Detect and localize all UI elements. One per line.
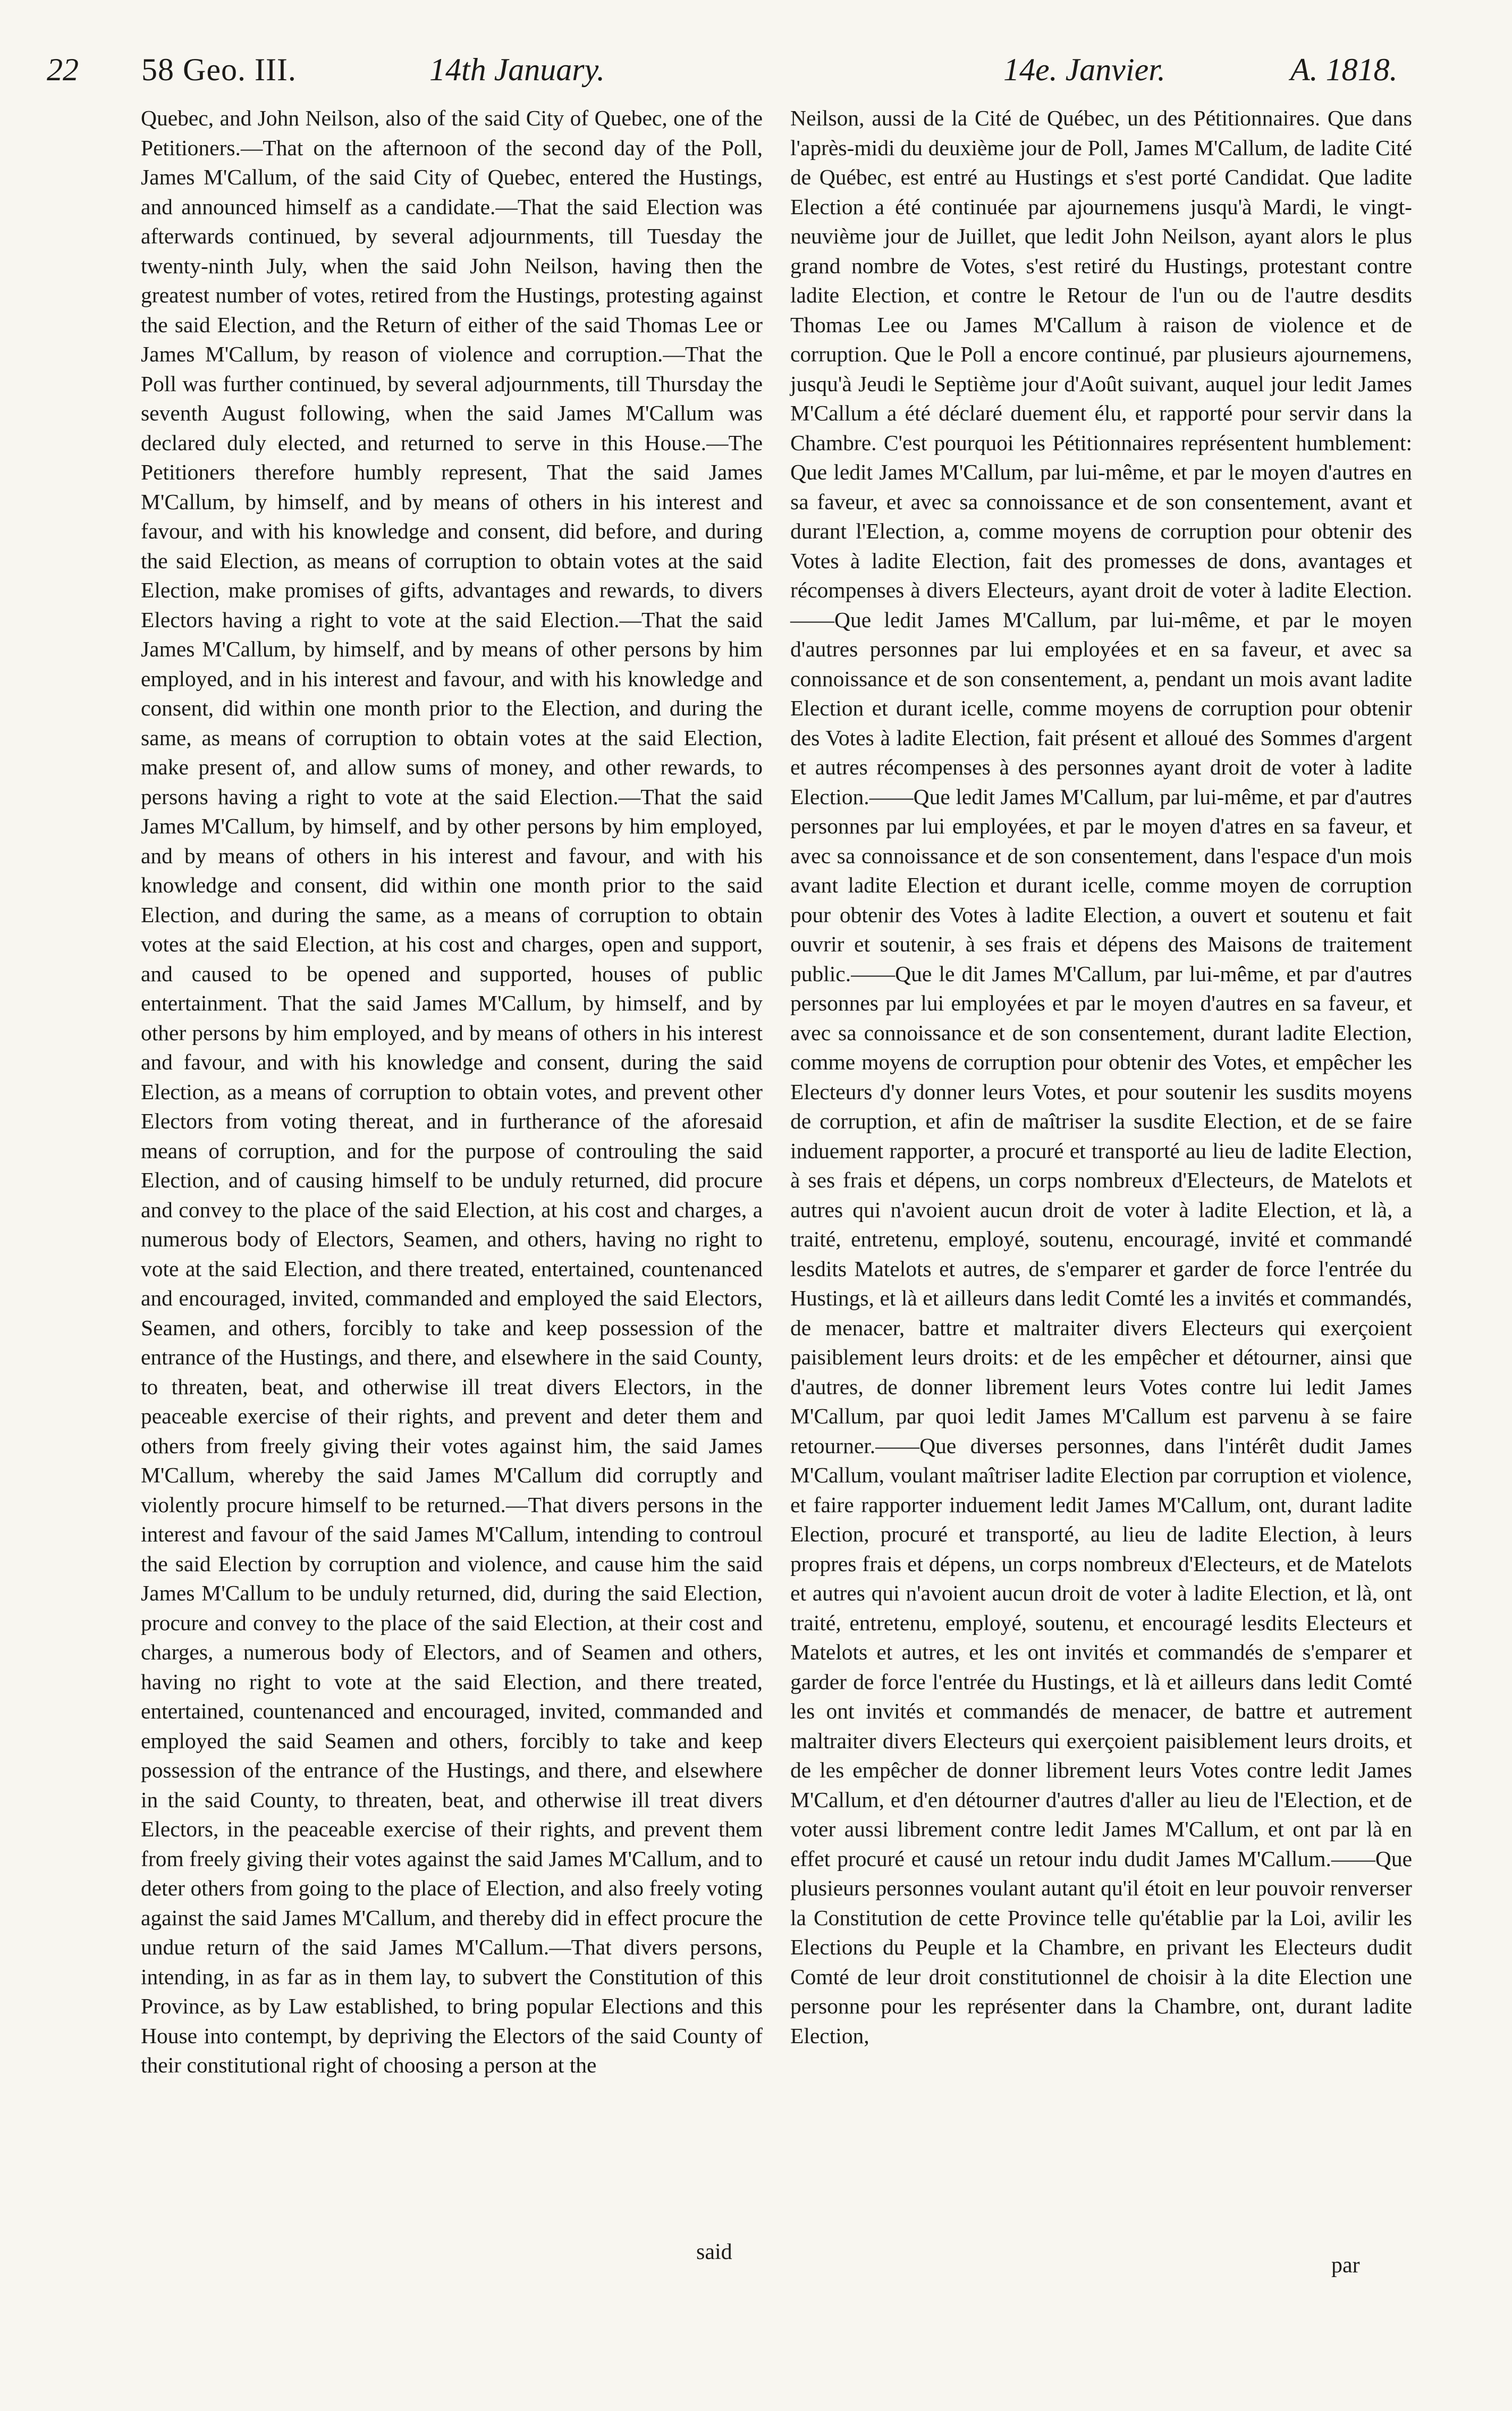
- english-paragraph: Quebec, and John Neilson, also of the said City of Quebec, one of the Petitioners.—That on the afternoon of the second day of the Poll, James M'Callum, of the said City of Quebec, entered the Hustings, and announced himself as a candidate.—That the said Election was afterwards continued, by several adjournments, till Tuesday the twenty-ninth July, when the said John Neilson, having then the greatest number of votes, retired from the Hustings, protesting against the said Election, and the Return of either of the said Thomas Lee or James M'Callum, by reason of violence and corruption.—That the Poll was further continued, by several adjournments, till Thursday the seventh August following, when the said James M'Callum was declared duly elected, and returned to serve in this House.—The Petitioners therefore humbly represent, That the said James M'Callum, by himself, and by means of others in his interest and favour, and with his knowledge and consent, did before, and during the said Election, as means of corruption to obtain votes at the said Election, make promises of gifts, advantages and rewards, to divers Electors having a right to vote at the said Election.—That the said James M'Callum, by himself, and by means of other persons by him employed, and in his interest and favour, and with his knowledge and consent, did within one month prior to the Election, and during the same, as means of corruption to obtain votes at the said Election, make present of, and allow sums of money, and other rewards, to persons having a right to vote at the said Election.—That the said James M'Callum, by himself, and by other persons by him employed, and by means of others in his interest and favour, and with his knowledge and consent, did within one month prior to the said Election, and during the same, as a means of corruption to obtain votes at the said Election, at his cost and charges, open and support, and caused to be opened and supported, houses of public entertainment. That the said James M'Callum, by himself, and by other persons by him employed, and by means of others in his interest and favour, and with his knowledge and consent, during the said Election, as a means of corruption to obtain votes, and prevent other Electors from voting thereat, and in furtherance of the aforesaid means of corruption, and for the purpose of controuling the said Election, and of causing himself to be unduly returned, did procure and convey to the place of the said Election, at his cost and charges, a numerous body of Electors, Seamen, and others, having no right to vote at the said Election, and there treated, entertained, countenanced and encouraged, invited, commanded and employed the said Electors, Seamen, and others, forcibly to take and keep possession of the entrance of the Hustings, and there, and elsewhere in the said County, to threaten, beat, and otherwise ill treat divers Electors, in the peaceable exercise of their rights, and prevent and deter them and others from freely giving their votes against him, the said James M'Callum, whereby the said James M'Callum did corruptly and violently procure himself to be returned.—That divers persons in the interest and favour of the said James M'Callum, intending to controul the said Election by corruption and violence, and cause him the said James M'Callum to be unduly returned, did, during the said Election, procure and convey to the place of the said Election, at their cost and charges, a numerous body of Electors, and of Seamen and others, having no right to vote at the said Election, and there treated, entertained, countenanced and encouraged, invited, commanded and employed the said Seamen and others, forcibly to take and keep possession of the entrance of the Hustings, and there, and elsewhere in the said County, to threaten, beat, and otherwise ill treat divers Electors, in the peaceable exercise of their rights, and prevent them from freely giving their votes against the said James M'Callum, and to deter others from going to the place of Election, and also freely voting against the said James M'Callum, and thereby did in effect procure the undue return of the said James M'Callum.—That divers persons, intending, in as far as in them lay, to subvert the Constitution of this Province, as by Law established, to bring popular Elections and this House into contempt, by depriving the Electors of the said County of their constitutional right of choosing a person at the: [141, 106, 763, 2077]
- english-catchword: said: [696, 2240, 732, 2264]
- page-number: 22: [47, 52, 79, 87]
- french-catchword: par: [1331, 2253, 1360, 2278]
- running-head: [47, 40, 1466, 99]
- regnal-year: 58 Geo. III.: [141, 52, 297, 87]
- french-date: 14e. Janvier.: [1003, 52, 1165, 87]
- english-column: [141, 104, 763, 2080]
- english-date: 14th January.: [429, 52, 605, 87]
- french-column: [790, 104, 1412, 2051]
- french-paragraph: Neilson, aussi de la Cité de Québec, un des Pétitionnaires. Que dans l'après-midi du deuxième jour de Poll, James M'Callum, de ladite Cité de Québec, est entré au Hustings et s'est porté Candidat. Que ladite Election a été continuée par ajournemens jusqu'à Mardi, le vingt-neuvième jour de Juillet, que ledit John Neilson, ayant alors le plus grand nombre de Votes, s'est retiré du Hustings, protestant contre ladite Election, et contre le Retour de l'un ou de l'autre desdits Thomas Lee ou James M'Callum à raison de violence et de corruption. Que le Poll a encore continué, par plusieurs ajournemens, jusqu'à Jeudi le Septième jour d'Août suivant, auquel jour ledit James M'Callum a été déclaré duement élu, et rapporté pour servir dans la Chambre. C'est pourquoi les Pétitionnaires représentent humblement: Que ledit James M'Callum, par lui-même, et par le moyen d'autres en sa faveur, et avec sa connoissance et de son consentement, avant et durant l'Election, a, comme moyens de corruption pour obtenir des Votes à ladite Election, fait des promesses de dons, avantages et récompenses à divers Electeurs, ayant droit de voter à ladite Election.——Que ledit James M'Callum, par lui-même, et par le moyen d'autres personnes par lui employées et en sa faveur, et avec sa connoissance et de son consentement, a, pendant un mois avant ladite Election et durant icelle, comme moyens de corruption pour obtenir des Votes à ladite Election, fait présent et alloué des Sommes d'argent et autres récompenses à des personnes ayant droit de voter à ladite Election.——Que ledit James M'Callum, par lui-même, et par d'autres personnes par lui employées, et par le moyen d'atres en sa faveur, et avec sa connoissance et de son consentement, dans l'espace d'un mois avant ladite Election et durant icelle, comme moyen de corruption pour obtenir des Votes à ladite Election, a ouvert et soutenu et fait ouvrir et soutenir, à ses frais et dépens des Maisons de traitement public.——Que le dit James M'Callum, par lui-même, et par d'autres personnes par lui employées et par le moyen d'autres en sa faveur, et avec sa connoissance et de son consentement, durant ladite Election, comme moyens de corruption pour obtenir des Votes, et empêcher les Electeurs d'y donner leurs Votes, et pour soutenir les susdits moyens de corruption, et afin de maîtriser la susdite Election, et de se faire induement rapporter, a procuré et transporté au lieu de ladite Election, à ses frais et dépens, un corps nombreux d'Electeurs, de Matelots et autres qui n'avoient aucun droit de voter à ladite Election, et là, a traité, entretenu, employé, soutenu, encouragé, invité et commandé lesdits Matelots et autres, de s'emparer et garder de force l'entrée du Hustings, et là et ailleurs dans ledit Comté les a invités et commandés, de menacer, battre et maltraiter divers Electeurs qui exerçoient paisiblement leurs droits: et de les empêcher et détourner, ainsi que d'autres, de donner librement leurs Votes contre lui ledit James M'Callum, par quoi ledit James M'Callum est parvenu à se faire retourner.——Que diverses personnes, dans l'intérêt dudit James M'Callum, voulant maîtriser ladite Election par corruption et violence, et faire rapporter induement ledit James M'Callum, ont, durant ladite Election, procuré et transporté, au lieu de ladite Election, à leurs propres frais et dépens, un corps nombreux d'Electeurs, et de Matelots et autres qui n'avoient aucun droit de voter à ladite Election, et là, ont traité, entretenu, employé, soutenu, et encouragé lesdits Electeurs et Matelots et autres, et les ont invités et commandés de s'emparer et garder de force l'entrée du Hustings, et là et ailleurs dans ledit Comté les ont invités et commandés de menacer, de battre et autrement maltraiter divers Electeurs qui exerçoient paisiblement leurs droits, et de les empêcher de donner librement leurs Votes contre ledit James M'Callum, et d'en détourner d'autres d'aller au lieu de l'Election, et de voter aussi librement contre ledit James M'Callum, et ont par là en effet procuré et causé un retour indu dudit James M'Callum.——Que plusieurs personnes voulant autant qu'il étoit en leur pouvoir renverser la Constitution de cette Province telle qu'établie par la Loi, avilir les Elections du Peuple et la Chambre, en privant les Electeurs dudit Comté de leur droit constitutionnel de choisir à la dite Election une personne pour les représenter dans la Chambre, ont, durant ladite Election,: [790, 106, 1412, 2048]
- year-label: A. 1818.: [1290, 52, 1398, 87]
